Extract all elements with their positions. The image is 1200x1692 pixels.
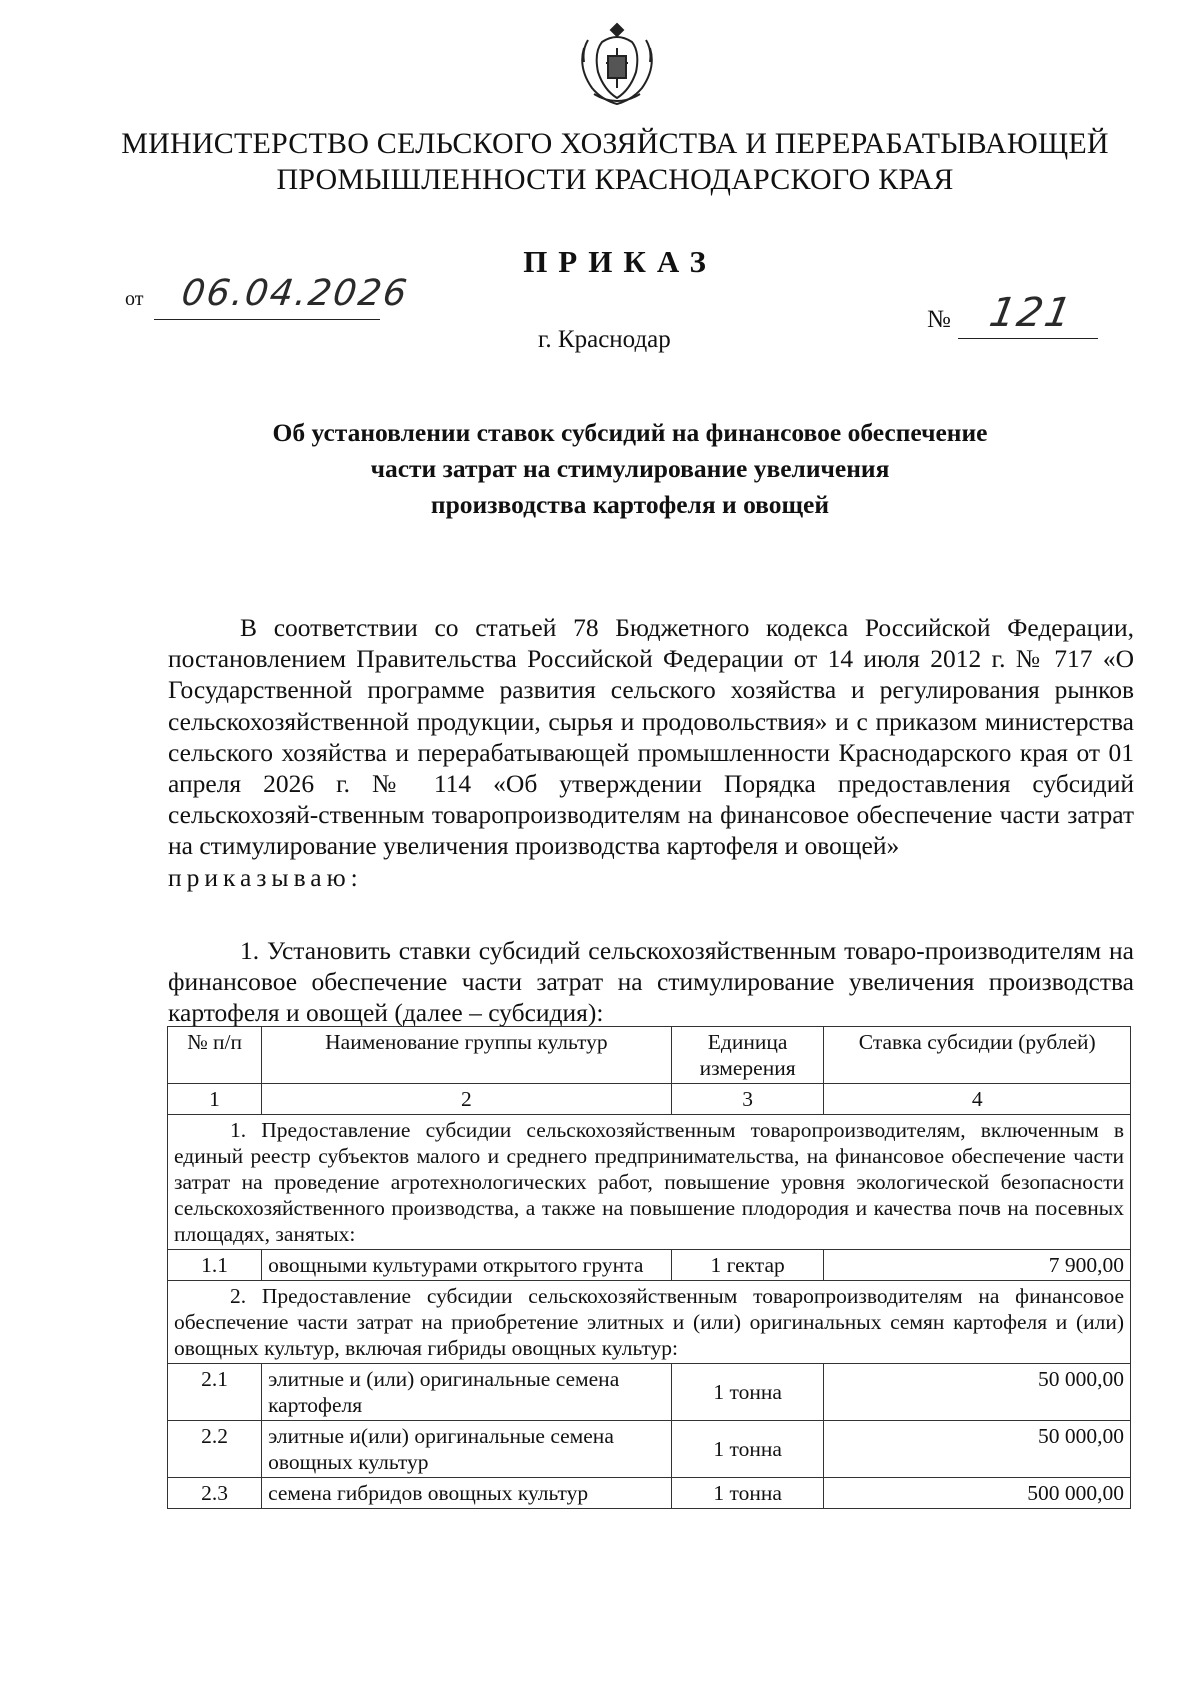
order-subject xyxy=(200,415,1060,523)
column-index-row xyxy=(168,1084,1131,1115)
table-row xyxy=(168,1364,1131,1421)
row-2-1-unit: 1 тонна xyxy=(671,1364,824,1421)
ministry-line-2: ПРОМЫШЛЕННОСТИ КРАСНОДАРСКОГО КРАЯ xyxy=(276,163,954,196)
row-1-1-rate: 7 900,00 xyxy=(824,1250,1131,1281)
row-2-3-num: 2.3 xyxy=(168,1478,262,1509)
number-value: 121 xyxy=(985,290,1077,336)
table-row xyxy=(168,1421,1131,1478)
number-underline xyxy=(958,338,1098,339)
table-header-row xyxy=(168,1027,1131,1084)
row-2-3-rate: 500 000,00 xyxy=(824,1478,1131,1509)
header-num: № п/п xyxy=(168,1027,262,1084)
krasnodar-coat-of-arms-icon xyxy=(574,18,660,110)
point-1: 1. Установить ставки субсидий сельскохозяйственным товаро-производителям на финансовое обеспечение части затрат на стимулирование увеличения производства картофеля и овощей (далее – субсидия): xyxy=(168,936,1134,1028)
row-2-2-name: элитные и(или) оригинальные семена овощных культур xyxy=(262,1421,672,1478)
preamble xyxy=(168,612,1134,893)
section-2-text: 2. Предоставление субсидии сельскохозяйственным товаропроизводителям на финансовое обеспечение части затрат на приобретение элитных и (или) оригинальных семян картофеля и (или) овощных культур, включая гибриды овощных культур: xyxy=(168,1281,1131,1364)
table-row xyxy=(168,1250,1131,1281)
ministry-line-1: МИНИСТЕРСТВО СЕЛЬСКОГО ХОЗЯЙСТВА И ПЕРЕРАБАТЫВАЮЩЕЙ xyxy=(121,127,1109,160)
date-value: 06.04.2026 xyxy=(179,273,412,314)
preamble-text: В соответствии со статьей 78 Бюджетного кодекса Российской Федерации, постановлением Правительства Российской Федерации от 14 июля 2012 г. № 717 «О Государственной программе развития сельского хозяйства и регулирования рынков сельскохозяйственной продукции, сырья и продовольствия» и с приказом министерства сельского хозяйства и перерабатывающей промышленности Краснодарского края от 01 апреля 2026 г. № 114 «Об утверждении Порядка предоставления субсидий сельскохозяй-ственным товаропроизводителям на финансовое обеспечение части затрат на стимулирование увеличения производства картофеля и овощей» xyxy=(168,613,1134,861)
row-2-3-name: семена гибридов овощных культур xyxy=(262,1478,672,1509)
section-1-row xyxy=(168,1115,1131,1250)
header-name: Наименование группы культур xyxy=(262,1027,672,1084)
city: г. Краснодар xyxy=(538,326,671,353)
row-2-2-num: 2.2 xyxy=(168,1421,262,1478)
column-index-3: 3 xyxy=(671,1084,824,1115)
section-1-text: 1. Предоставление субсидии сельскохозяйственным товаропроизводителям, включенным в единый реестр субъектов малого и среднего предпринимательства, на финансовое обеспечение части затрат на проведение агротехнологических работ, повышение уровня экологической безопасности сельскохозяйственного производства, а также на повышение плодородия и качества почв на посевных площадях, занятых: xyxy=(168,1115,1131,1250)
date-underline xyxy=(154,319,380,320)
subject-line-3: производства картофеля и овощей xyxy=(430,490,830,519)
row-1-1-unit: 1 гектар xyxy=(671,1250,824,1281)
order-word: приказываю: xyxy=(168,862,363,892)
column-index-1: 1 xyxy=(168,1084,262,1115)
section-2-row xyxy=(168,1281,1131,1364)
subsidy-rates-table xyxy=(167,1026,1131,1509)
row-2-1-num: 2.1 xyxy=(168,1364,262,1421)
number-label: № xyxy=(927,306,951,333)
row-1-1-name: овощными культурами открытого грунта xyxy=(262,1250,672,1281)
order-title: ПРИКАЗ xyxy=(523,244,717,279)
table-row xyxy=(168,1478,1131,1509)
row-1-1-num: 1.1 xyxy=(168,1250,262,1281)
row-2-2-rate: 50 000,00 xyxy=(824,1421,1131,1478)
row-2-3-unit: 1 тонна xyxy=(671,1478,824,1509)
row-2-2-unit: 1 тонна xyxy=(671,1421,824,1478)
ministry-name xyxy=(100,126,1130,198)
row-2-1-rate: 50 000,00 xyxy=(824,1364,1131,1421)
header-rate: Ставка субсидии (рублей) xyxy=(824,1027,1131,1084)
date-label: от xyxy=(125,288,144,310)
subject-line-2: части затрат на стимулирование увеличения xyxy=(370,454,890,483)
subject-line-1: Об установлении ставок субсидий на финансовое обеспечение xyxy=(272,418,988,447)
column-index-4: 4 xyxy=(824,1084,1131,1115)
row-2-1-name: элитные и (или) оригинальные семена картофеля xyxy=(262,1364,672,1421)
header-unit: Единица измерения xyxy=(671,1027,824,1084)
column-index-2: 2 xyxy=(262,1084,672,1115)
